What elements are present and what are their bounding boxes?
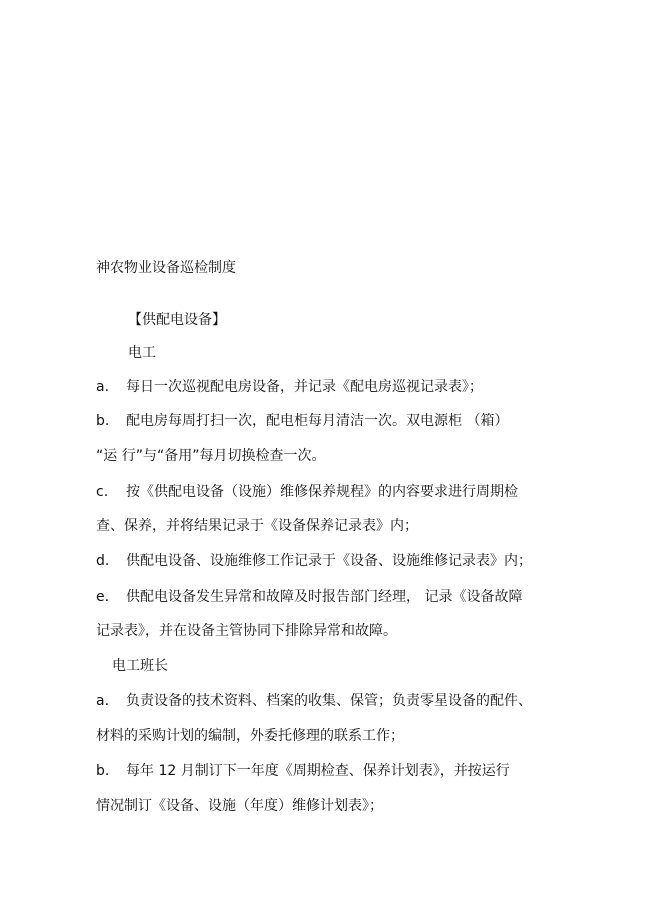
list-marker: b. xyxy=(96,763,110,779)
subheading-foreman: 电工班长 xyxy=(112,658,168,674)
list-item-continuation: 查、保养，并将结果记录于《设备保养记录表》内； xyxy=(96,518,418,534)
list-marker: a. xyxy=(96,379,110,395)
list-item-text: 供配电设备、设施维修工作记录于《设备、设施维修记录表》内； xyxy=(126,553,532,569)
list-item-continuation: “运 行”与“备用”每月切换检查一次。 xyxy=(96,448,326,464)
list-marker: b. xyxy=(96,413,110,429)
list-item xyxy=(96,762,510,780)
list-marker: c. xyxy=(96,484,109,500)
subheading-electrician: 电工 xyxy=(128,345,156,361)
list-marker: d. xyxy=(96,553,110,569)
list-item xyxy=(96,378,483,396)
list-item-text: 负责设备的技术资料、档案的收集、保管；负责零星设备的配件、 xyxy=(126,693,532,709)
list-item xyxy=(96,483,518,501)
list-item xyxy=(96,588,522,606)
list-item-continuation: 材料的采购计划的编制，外委托修理的联系工作； xyxy=(96,728,404,744)
section-heading: 【供配电设备】 xyxy=(128,312,226,328)
list-item xyxy=(96,692,532,710)
list-marker: a. xyxy=(96,693,110,709)
list-marker: e. xyxy=(96,589,110,605)
list-item-text: 每日一次巡视配电房设备，并记录《配电房巡视记录表》； xyxy=(126,379,483,395)
document-title: 神农物业设备巡检制度 xyxy=(96,260,236,276)
list-item xyxy=(96,412,508,430)
list-item-continuation: 记录表》，并在设备主管协同下排除异常和故障。 xyxy=(96,623,397,639)
list-item-text: 供配电设备发生异常和故障及时报告部门经理， 记录《设备故障 xyxy=(126,589,523,605)
list-item-text: 每年 12 月制订下一年度《周期检查、保养计划表》，并按运行 xyxy=(126,763,510,779)
list-item-continuation: 情况制订《设备、设施（年度）维修计划表》； xyxy=(96,798,383,814)
list-item-text: 配电房每周打扫一次，配电柜每月清洁一次。双电源柜 （箱） xyxy=(126,413,509,429)
list-item-text: 按《供配电设备（设施）维修保养规程》的内容要求进行周期检 xyxy=(126,484,518,500)
list-item xyxy=(96,552,532,570)
